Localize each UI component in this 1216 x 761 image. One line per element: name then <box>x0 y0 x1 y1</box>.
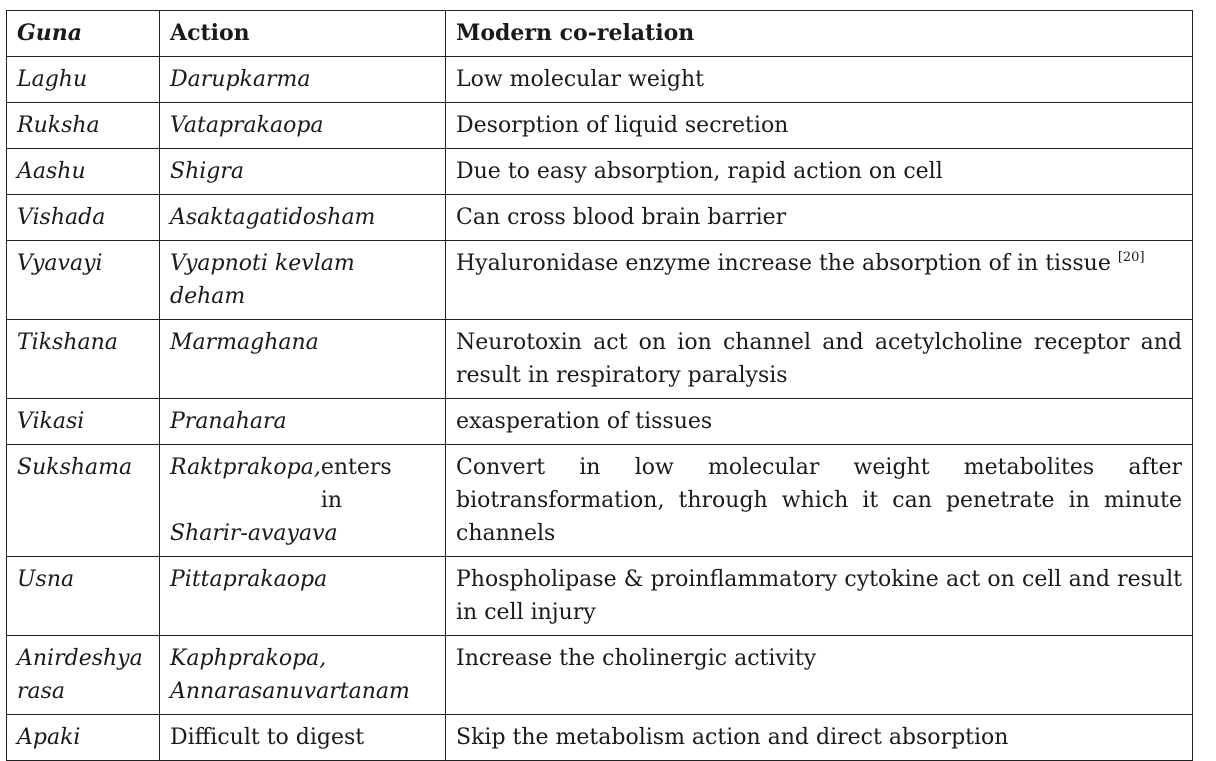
modern-cell: Neurotoxin act on ion channel and acetylcholine receptor and result in respiratory paralysis <box>446 320 1193 399</box>
modern-cell: exasperation of tissues <box>446 399 1193 445</box>
table-row <box>7 715 1193 761</box>
action-cell: Vyapnoti kevlam deham <box>160 241 446 320</box>
table-row <box>7 241 1193 320</box>
guna-cell: Apaki <box>7 715 160 761</box>
header-action: Action <box>160 11 446 57</box>
guna-cell: Anirdeshya rasa <box>7 636 160 715</box>
action-cell: Kaphprakopa, Annarasanuvartanam <box>160 636 446 715</box>
guna-cell: Sukshama <box>7 445 160 557</box>
modern-cell: Can cross blood brain barrier <box>446 195 1193 241</box>
table-row <box>7 557 1193 636</box>
action-line-1 <box>170 451 435 517</box>
modern-cell: Skip the metabolism action and direct absorption <box>446 715 1193 761</box>
guna-table-container <box>6 10 1192 761</box>
action-line-2: Sharir-avayava <box>170 521 338 546</box>
action-plain: enters in <box>320 455 392 513</box>
modern-cell: Low molecular weight <box>446 57 1193 103</box>
action-cell: Marmaghana <box>160 320 446 399</box>
header-guna: Guna <box>7 11 160 57</box>
guna-table <box>6 10 1193 761</box>
action-cell: Difficult to digest <box>160 715 446 761</box>
action-italic: Raktprakopa, <box>170 455 321 480</box>
header-modern-correlation: Modern co-relation <box>446 11 1193 57</box>
table-row <box>7 57 1193 103</box>
action-cell: Asaktagatidosham <box>160 195 446 241</box>
guna-cell: Laghu <box>7 57 160 103</box>
table-row <box>7 103 1193 149</box>
table-row <box>7 320 1193 399</box>
action-cell: Pittaprakaopa <box>160 557 446 636</box>
modern-cell: Convert in low molecular weight metabolites after biotransformation, through which it can penetrate in minute channels <box>446 445 1193 557</box>
guna-cell: Vishada <box>7 195 160 241</box>
action-cell <box>160 445 446 557</box>
action-cell: Darupkarma <box>160 57 446 103</box>
action-cell: Vataprakaopa <box>160 103 446 149</box>
modern-cell: Phospholipase & proinflammatory cytokine act on cell and result in cell injury <box>446 557 1193 636</box>
reference-marker: [20] <box>1117 250 1145 265</box>
action-cell: Pranahara <box>160 399 446 445</box>
guna-cell: Usna <box>7 557 160 636</box>
table-row <box>7 195 1193 241</box>
guna-cell: Ruksha <box>7 103 160 149</box>
modern-text: Hyaluronidase enzyme increase the absorption of in tissue <box>456 251 1111 276</box>
table-row <box>7 399 1193 445</box>
table-row <box>7 445 1193 557</box>
table-row <box>7 636 1193 715</box>
action-cell: Shigra <box>160 149 446 195</box>
guna-cell: Tikshana <box>7 320 160 399</box>
guna-cell: Vyavayi <box>7 241 160 320</box>
modern-cell <box>446 241 1193 320</box>
table-header-row <box>7 11 1193 57</box>
modern-cell: Increase the cholinergic activity <box>446 636 1193 715</box>
modern-cell: Due to easy absorption, rapid action on cell <box>446 149 1193 195</box>
guna-cell: Vikasi <box>7 399 160 445</box>
table-row <box>7 149 1193 195</box>
guna-cell: Aashu <box>7 149 160 195</box>
modern-cell: Desorption of liquid secretion <box>446 103 1193 149</box>
